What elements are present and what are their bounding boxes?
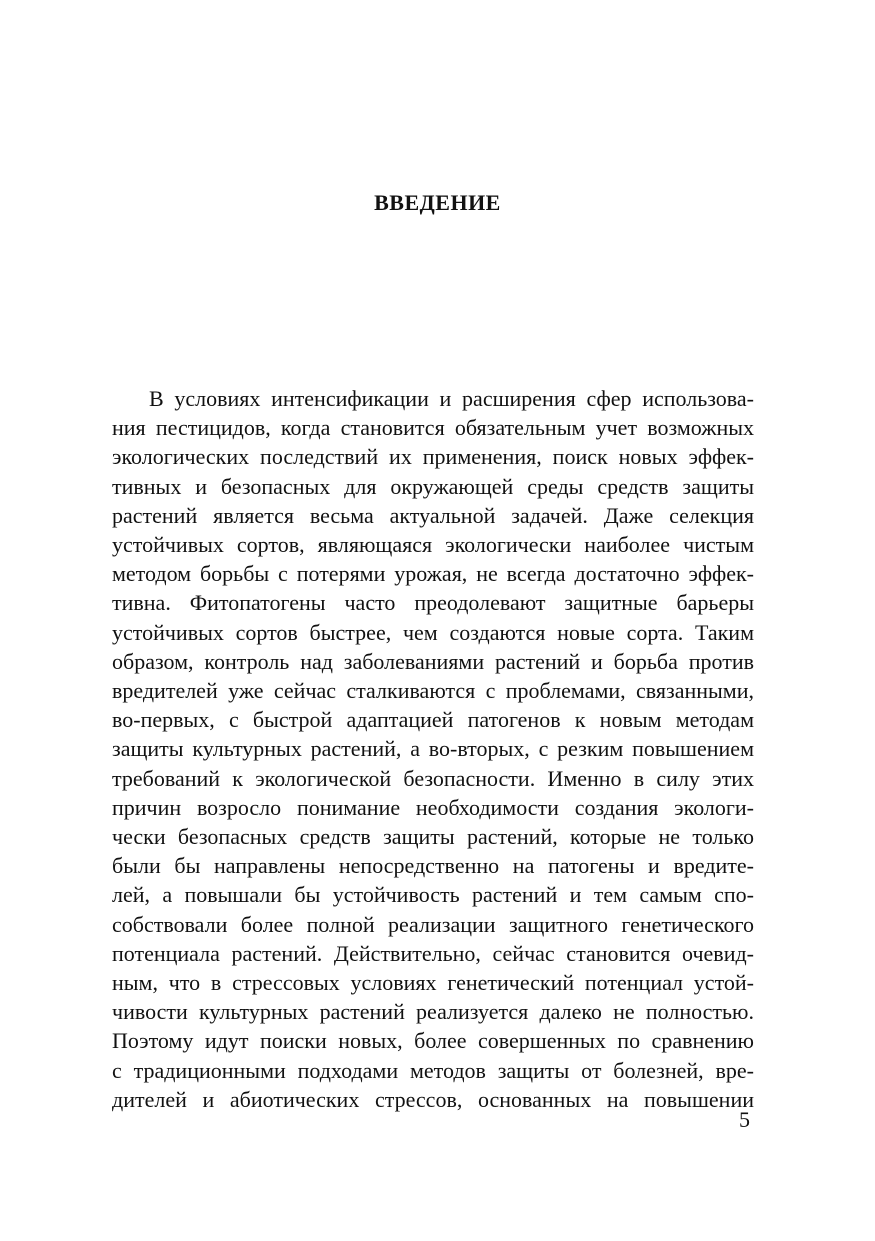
- text-line: В условиях интенсификации и расширения сфер использова-: [149, 386, 754, 411]
- text-line: экологических последствий их применения, поиск новых эффек-: [112, 444, 754, 470]
- text-line: были бы направлены непосредственно на патогены и вредите-: [112, 853, 754, 879]
- text-line: чески безопасных средств защиты растений, которые не только: [112, 824, 754, 850]
- text-line: требований к экологической безопасности. Именно в силу этих: [112, 765, 754, 791]
- text-line: с традиционными подходами методов защиты от болезней, вре-: [112, 1057, 754, 1083]
- text-line: чивости культурных растений реализуется далеко не полностью.: [112, 999, 754, 1025]
- text-line: методом борьбы с потерями урожая, не всегда достаточно эффек-: [112, 561, 754, 587]
- text-line: образом, контроль над заболеваниями растений и борьба против: [112, 648, 754, 674]
- body-paragraph: [112, 384, 754, 1114]
- text-line: ным, что в стрессовых условиях генетический потенциал устой-: [112, 970, 754, 996]
- text-line: устойчивых сортов, являющаяся экологически наиболее чистым: [112, 532, 754, 558]
- text-line: Поэтому идут поиски новых, более совершенных по сравнению: [112, 1028, 754, 1054]
- text-line: тивна. Фитопатогены часто преодолевают защитные барьеры: [112, 590, 754, 616]
- text-line: во-первых, с быстрой адаптацией патогенов к новым методам: [112, 707, 754, 733]
- text-line: тивных и безопасных для окружающей среды средств защиты: [112, 473, 754, 499]
- page-number: 5: [739, 1107, 750, 1132]
- text-line: защиты культурных растений, а во-вторых, с резким повышением: [112, 736, 754, 762]
- text-line: собствовали более полной реализации защитного генетического: [112, 911, 754, 937]
- text-line: лей, а повышали бы устойчивость растений и тем самым спо-: [112, 882, 754, 908]
- text-line: причин возросло понимание необходимости создания экологи-: [112, 794, 754, 820]
- text-line: ния пестицидов, когда становится обязательным учет возможных: [112, 415, 754, 441]
- text-line: дителей и абиотических стрессов, основанных на повышении: [112, 1086, 754, 1112]
- text-line: растений является весьма актуальной задачей. Даже селекция: [112, 502, 754, 528]
- text-line: устойчивых сортов быстрее, чем создаются новые сорта. Таким: [112, 619, 754, 645]
- text-line: вредителей уже сейчас сталкиваются с проблемами, связанными,: [112, 678, 754, 704]
- text-line: потенциала растений. Действительно, сейчас становится очевид-: [112, 940, 754, 966]
- page-title: ВВЕДЕНИЕ: [374, 190, 501, 215]
